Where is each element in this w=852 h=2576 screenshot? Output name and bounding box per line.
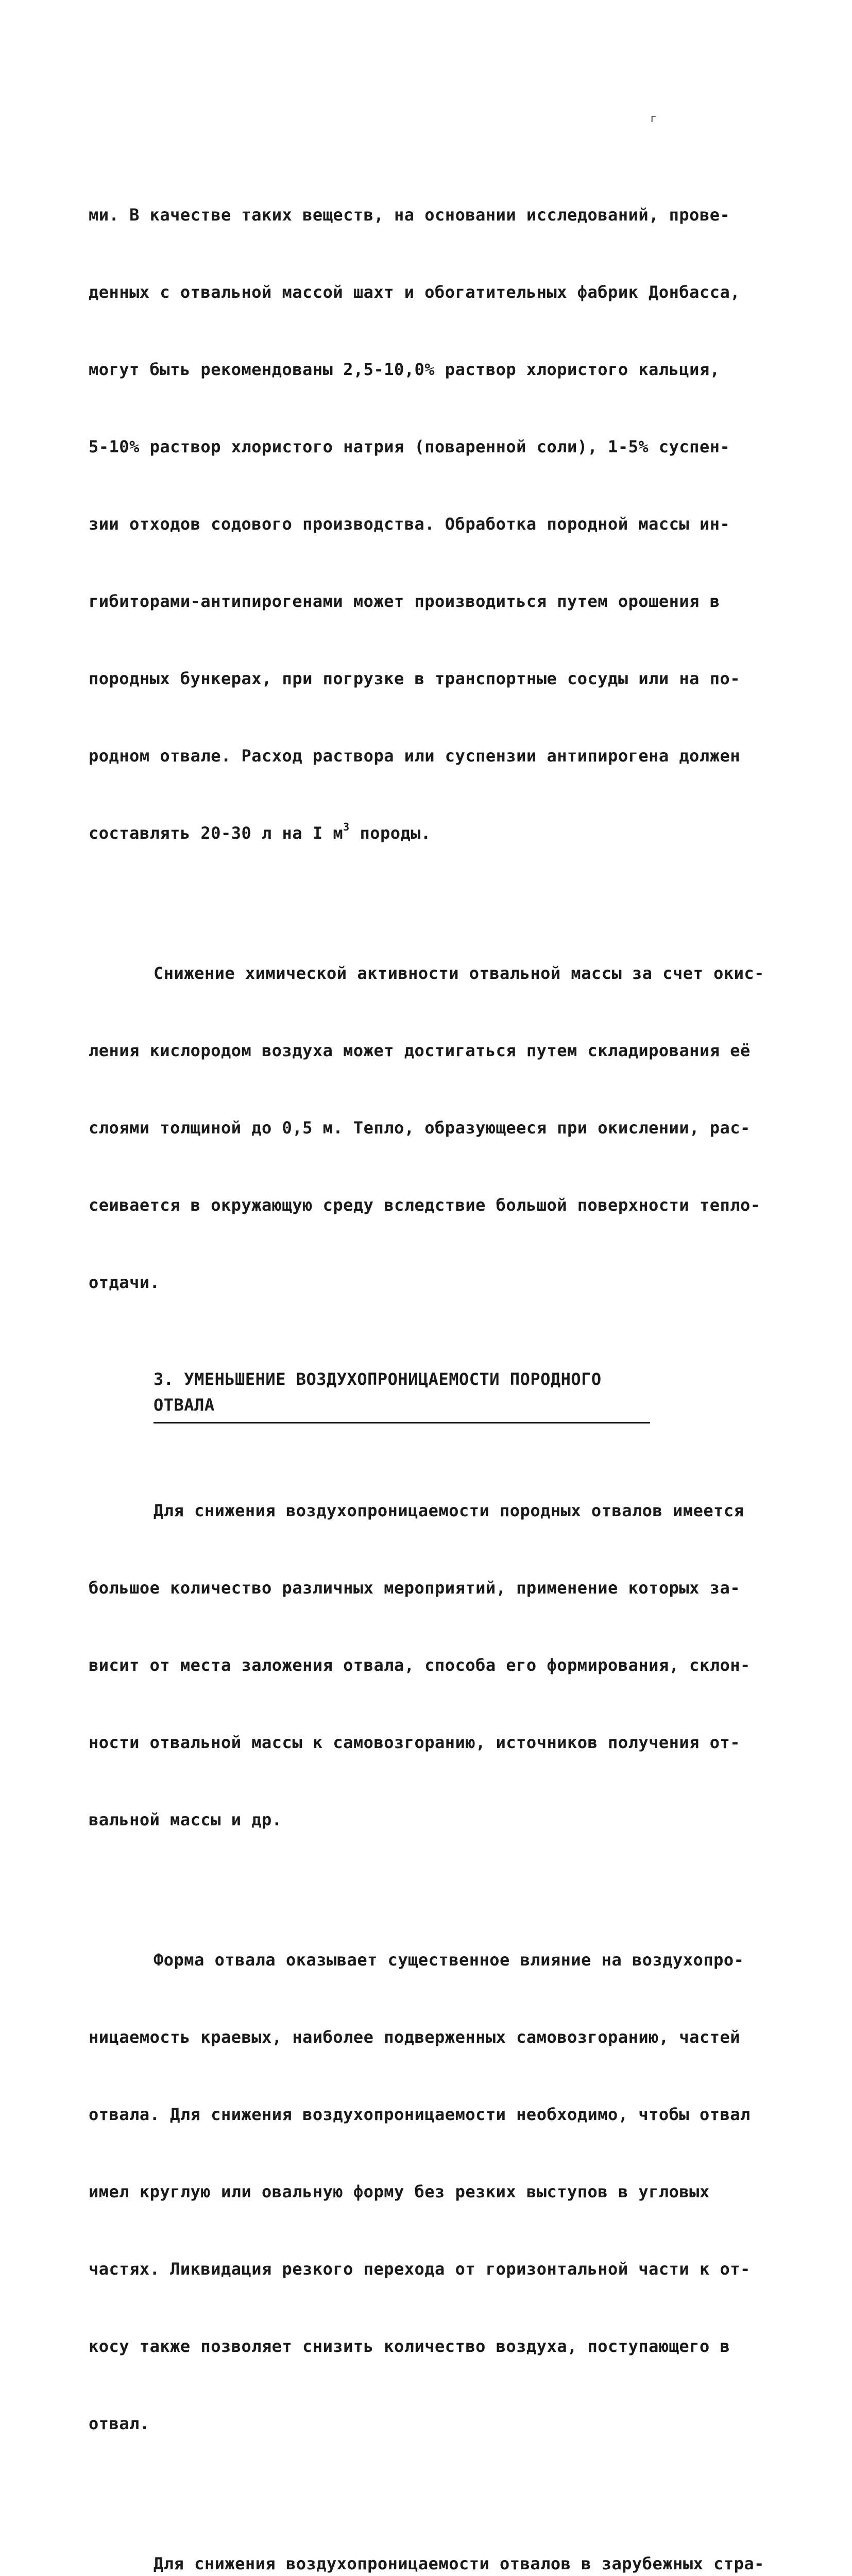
text-fragment: составлять 20-30 л на I м xyxy=(89,823,344,843)
paragraph-layer-storage xyxy=(89,909,774,1347)
text-line: ления кислородом воздуха может достигаться путем складирования её xyxy=(89,1041,751,1060)
text-line: слоями толщиной до 0,5 м. Тепло, образующееся при окислении, рас- xyxy=(89,1118,751,1138)
superscript: 3 xyxy=(343,821,350,834)
text-line: гибиторами-антипирогенами может производиться путем орошения в xyxy=(89,591,720,611)
paragraph-antipyrogen-treatment xyxy=(89,150,774,897)
text-line: денных с отвальной массой шахт и обогатительных фабрик Донбасса, xyxy=(89,282,740,302)
text-line xyxy=(89,820,774,846)
text-fragment: породы. xyxy=(349,823,431,843)
text-line: 5-10% раствор хлористого натрия (поваренной соли), 1-5% суспен- xyxy=(89,437,730,456)
text-line: косу также позволяет снизить количество воздуха, поступающего в xyxy=(89,2336,730,2356)
text-line: ности отвальной массы к самовозгоранию, источников получения от- xyxy=(89,1733,740,1752)
text-line: Форма отвала оказывает существенное влияние на воздухопро- xyxy=(154,1950,744,1970)
text-line: Снижение химической активности отвальной массы за счет окис- xyxy=(154,963,764,983)
text-line: вальной массы и др. xyxy=(89,1810,282,1829)
text-line: ницаемость краевых, наиболее подверженных самовозгоранию, частей xyxy=(89,2027,740,2047)
document-body xyxy=(89,150,774,2576)
text-line: сеивается в окружающую среду вследствие большой поверхности тепло- xyxy=(89,1195,761,1215)
text-line: большое количество различных мероприятий, применение которых за- xyxy=(89,1578,740,1598)
text-line: отдачи. xyxy=(89,1273,160,1292)
text-line: висит от места заложения отвала, способа его формирования, склон- xyxy=(89,1655,751,1675)
text-line: породных бункерах, при погрузке в транспортные сосуды или на по- xyxy=(89,669,740,688)
text-line: зии отходов содового производства. Обработка породной массы ин- xyxy=(89,514,730,534)
paragraph-measures-overview xyxy=(89,1446,774,1884)
text-line: Для снижения воздухопроницаемости породных отвалов имеется xyxy=(154,1501,744,1520)
text-line: отвал. xyxy=(89,2414,150,2433)
text-line: могут быть рекомендованы 2,5-10,0% раствор хлористого кальция, xyxy=(89,360,720,379)
section-heading xyxy=(89,1366,774,1423)
section-heading-text: 3. УМЕНЬШЕНИЕ ВОЗДУХОПРОНИЦАЕМОСТИ ПОРОДНОГО ОТВАЛА xyxy=(154,1366,650,1423)
paragraph-foreign-practice xyxy=(89,2499,774,2576)
text-line: ми. В качестве таких веществ, на основании исследований, прове- xyxy=(89,205,730,225)
text-line: Для снижения воздухопроницаемости отвалов в зарубежных стра- xyxy=(154,2554,764,2573)
paragraph-dump-shape xyxy=(89,1895,774,2488)
page-mark: г xyxy=(650,112,657,125)
text-line: родном отвале. Расход раствора или суспензии антипирогена должен xyxy=(89,746,740,766)
text-line: отвала. Для снижения воздухопроницаемости необходимо, чтобы отвал xyxy=(89,2105,751,2124)
text-line: имел круглую или овальную форму без резких выступов в угловых xyxy=(89,2182,710,2201)
text-line: частях. Ликвидация резкого перехода от горизонтальной части к от- xyxy=(89,2259,751,2279)
